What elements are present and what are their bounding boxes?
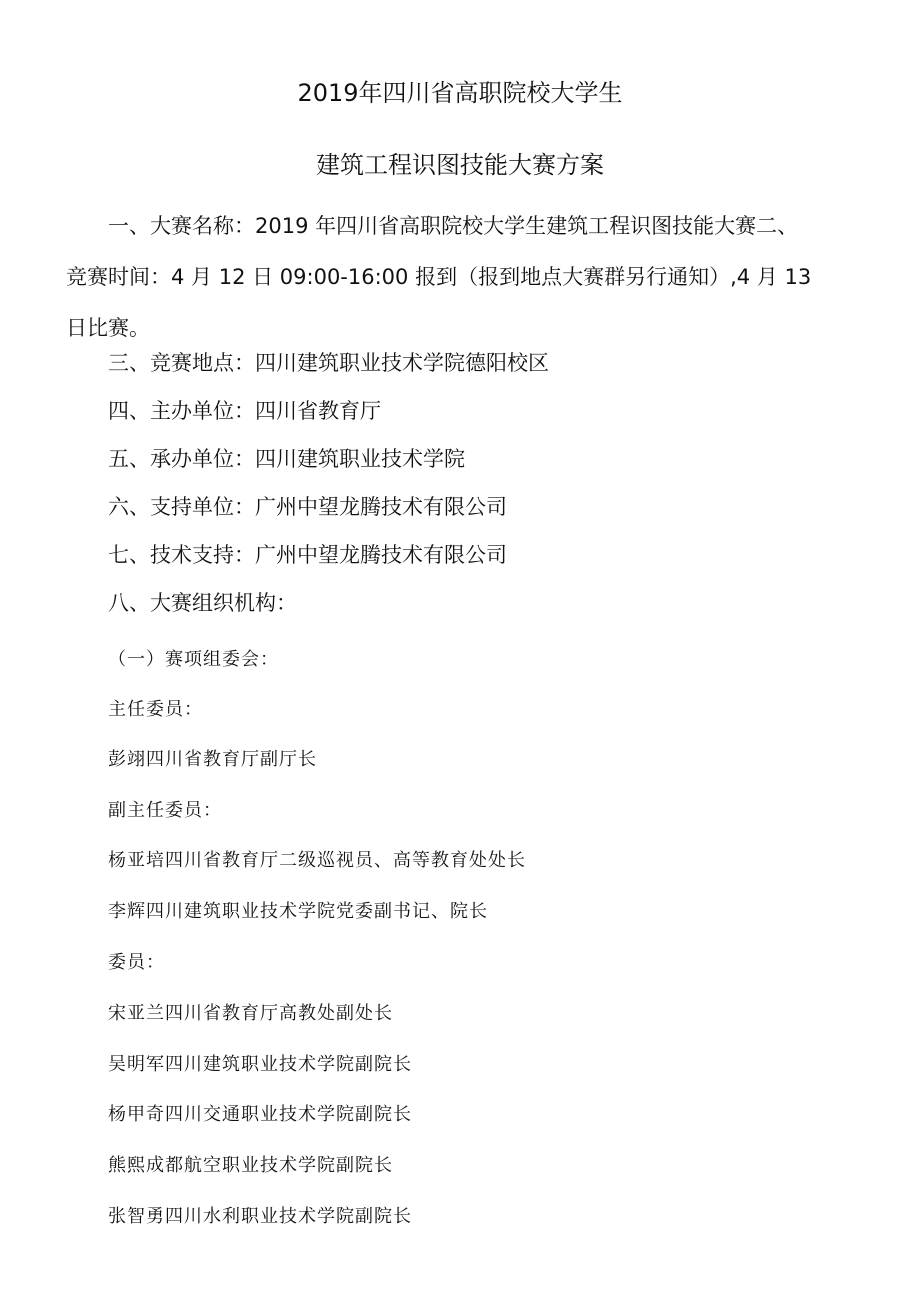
section-organizer: 四、主办单位：四川省教育厅 [108, 399, 381, 423]
member-entry: 张智勇四川水利职业技术学院副院长 [108, 1206, 412, 1227]
document-title-line2: 建筑工程识图技能大赛方案 [316, 151, 604, 179]
members-label: 委员： [108, 952, 165, 973]
intro-line-3: 日比赛。 [66, 316, 150, 340]
deputy-entry: 李辉四川建筑职业技术学院党委副书记、院长 [108, 901, 488, 922]
member-entry: 杨甲奇四川交通职业技术学院副院长 [108, 1104, 412, 1125]
section-supporter: 六、支持单位：广州中望龙腾技术有限公司 [108, 495, 507, 519]
intro-line-2: 竞赛时间：4 月 12 日 09:00-16:00 报到（报到地点大赛群另行通知）,4 月 13 [66, 265, 812, 289]
section-venue: 三、竞赛地点：四川建筑职业技术学院德阳校区 [108, 351, 549, 375]
intro-paragraph [66, 201, 876, 354]
document-title-line1: 2019年四川省高职院校大学生 [297, 79, 623, 107]
member-entry: 熊熙成都航空职业技术学院副院长 [108, 1155, 393, 1176]
deputy-label: 副主任委员： [108, 800, 222, 821]
member-entry: 吴明军四川建筑职业技术学院副院长 [108, 1054, 412, 1075]
committee-heading: （一）赛项组委会： [108, 649, 279, 670]
director-entry: 彭翊四川省教育厅副厅长 [108, 749, 317, 770]
member-entry: 宋亚兰四川省教育厅高教处副处长 [108, 1003, 393, 1024]
director-label: 主任委员： [108, 699, 203, 720]
section-host: 五、承办单位：四川建筑职业技术学院 [108, 447, 465, 471]
section-tech-support: 七、技术支持：广州中望龙腾技术有限公司 [108, 543, 507, 567]
intro-line-1: 一、大赛名称：2019 年四川省高职院校大学生建筑工程识图技能大赛二、 [108, 214, 799, 238]
deputy-entry: 杨亚培四川省教育厅二级巡视员、高等教育处处长 [108, 850, 526, 871]
section-organization: 八、大赛组织机构： [108, 591, 297, 615]
